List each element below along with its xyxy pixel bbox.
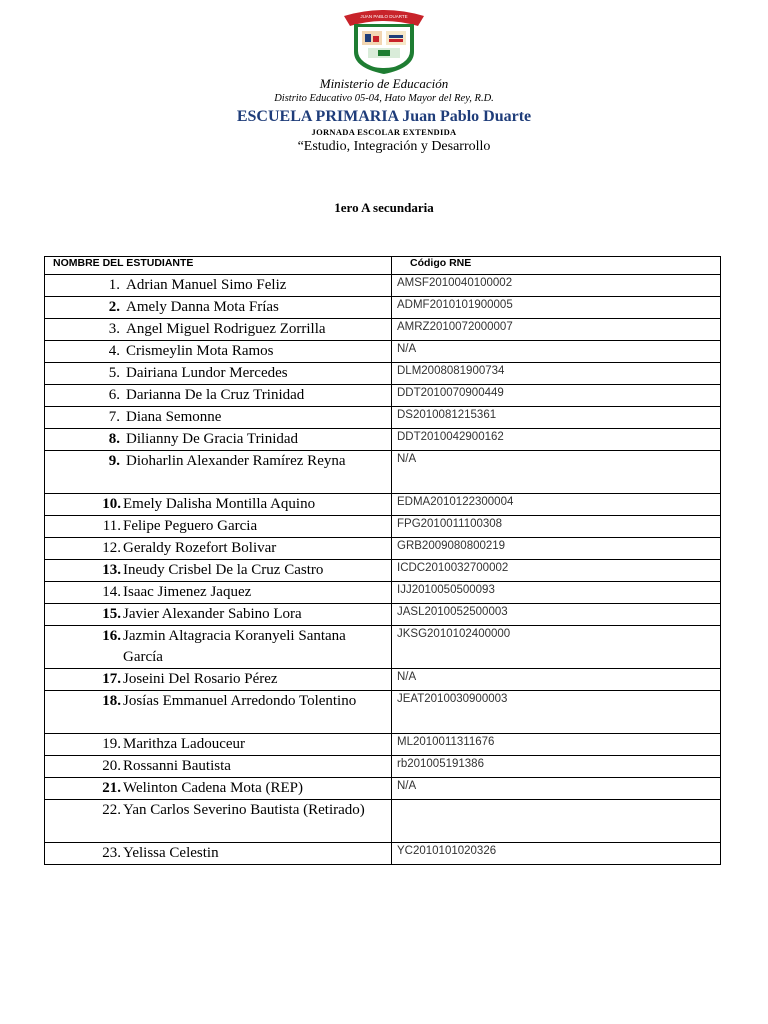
code-column-header: Código RNE <box>392 257 721 275</box>
name-column-header: NOMBRE DEL ESTUDIANTE <box>45 257 392 275</box>
student-name-cell <box>45 275 392 297</box>
section-title: 1ero A secundaria <box>334 200 434 215</box>
row-number: 2. <box>108 299 120 315</box>
row-number: 14. <box>102 584 121 600</box>
table-row <box>45 843 721 865</box>
rne-code: N/A <box>392 669 721 691</box>
row-number: 18. <box>102 693 121 709</box>
student-name: Ineudy Crisbel De la Cruz Castro <box>123 562 324 578</box>
row-number: 4. <box>108 343 120 359</box>
rne-code: AMSF2010040100002 <box>392 275 721 297</box>
table-row <box>45 604 721 626</box>
student-name-cell <box>45 407 392 429</box>
rne-code: DDT2010042900162 <box>392 429 721 451</box>
student-name: Javier Alexander Sabino Lora <box>123 606 302 622</box>
table-row <box>45 734 721 756</box>
student-name: Angel Miguel Rodriguez Zorrilla <box>126 321 326 337</box>
rne-code: JKSG2010102400000 <box>392 626 721 669</box>
student-name-cell <box>45 691 392 734</box>
emblem-figure <box>365 34 371 42</box>
student-name: Yan Carlos Severino Bautista (Retirado) <box>123 802 365 818</box>
row-number: 10. <box>102 496 121 512</box>
rne-code: EDMA2010122300004 <box>392 494 721 516</box>
row-number: 7. <box>108 409 120 425</box>
rne-code: JEAT2010030900003 <box>392 691 721 734</box>
student-name: Darianna De la Cruz Trinidad <box>126 387 305 403</box>
table-row <box>45 429 721 451</box>
row-number: 21. <box>102 780 121 796</box>
row-number: 11. <box>102 518 121 534</box>
rne-code: DDT2010070900449 <box>392 385 721 407</box>
rne-code: AMRZ2010072000007 <box>392 319 721 341</box>
rne-code: rb201005191386 <box>392 756 721 778</box>
student-name: Diana Semonne <box>126 409 222 425</box>
row-number: 8. <box>108 431 120 447</box>
table-row <box>45 407 721 429</box>
row-number: 9. <box>108 453 120 469</box>
student-name: Josías Emmanuel Arredondo Tolentino <box>123 693 357 709</box>
district-line: Distrito Educativo 05-04, Hato Mayor del Rey, R.D. <box>274 93 494 104</box>
student-name: Joseini Del Rosario Pérez <box>123 671 278 687</box>
school-motto: “Estudio, Integración y Desarrollo <box>297 139 491 154</box>
rne-code: IJJ2010050500093 <box>392 582 721 604</box>
row-number: 19. <box>102 736 121 752</box>
rne-code: DLM2008081900734 <box>392 363 721 385</box>
rne-code: N/A <box>392 341 721 363</box>
row-number: 23. <box>102 845 121 861</box>
table-row <box>45 319 721 341</box>
row-number: 13. <box>102 562 121 578</box>
table-row <box>45 297 721 319</box>
student-name: Felipe Peguero Garcia <box>123 518 258 534</box>
school-emblem-logo <box>338 6 430 78</box>
table-row <box>45 494 721 516</box>
student-name: Emely Dalisha Montilla Aquino <box>123 496 316 512</box>
student-name: Jazmin Altagracia Koranyeli Santana García <box>123 628 346 665</box>
row-number: 5. <box>108 365 120 381</box>
program-name: JORNADA ESCOLAR EXTENDIDA <box>311 127 457 137</box>
student-name-cell <box>45 297 392 319</box>
student-name-cell <box>45 778 392 800</box>
student-name: Crismeylin Mota Ramos <box>126 343 274 359</box>
student-name-cell <box>45 319 392 341</box>
row-number: 1. <box>108 277 120 293</box>
rne-code: N/A <box>392 451 721 494</box>
ministry-name: Ministerio de Educación <box>319 76 449 91</box>
rne-code: ADMF2010101900005 <box>392 297 721 319</box>
table-row <box>45 626 721 669</box>
emblem-book <box>378 50 390 56</box>
student-name-cell <box>45 669 392 691</box>
table-row <box>45 341 721 363</box>
student-name-cell <box>45 538 392 560</box>
table-row <box>45 756 721 778</box>
student-name-cell <box>45 734 392 756</box>
student-name-cell <box>45 494 392 516</box>
row-number: 15. <box>102 606 121 622</box>
table-row <box>45 691 721 734</box>
emblem-banner-text: JUAN PABLO DUARTE <box>360 14 408 19</box>
row-number: 12. <box>102 540 121 556</box>
emblem-figure <box>373 36 379 42</box>
table-row <box>45 669 721 691</box>
table-header-row <box>45 257 721 275</box>
row-number: 17. <box>102 671 121 687</box>
row-number: 3. <box>108 321 120 337</box>
rne-code: ICDC2010032700002 <box>392 560 721 582</box>
emblem-figure <box>389 35 403 38</box>
student-name: Amely Danna Mota Frías <box>126 299 279 315</box>
student-name: Geraldy Rozefort Bolivar <box>123 540 277 556</box>
rne-code: JASL2010052500003 <box>392 604 721 626</box>
table-row <box>45 800 721 843</box>
rne-code: YC2010101020326 <box>392 843 721 865</box>
school-name: ESCUELA PRIMARIA Juan Pablo Duarte <box>236 108 532 125</box>
rne-code: DS2010081215361 <box>392 407 721 429</box>
rne-code: N/A <box>392 778 721 800</box>
student-name-cell <box>45 843 392 865</box>
student-name: Rossanni Bautista <box>123 758 231 774</box>
student-name: Welinton Cadena Mota (REP) <box>123 780 304 796</box>
student-name: Dairiana Lundor Mercedes <box>126 365 288 381</box>
student-name: Dioharlin Alexander Ramírez Reyna <box>126 453 346 469</box>
student-name-cell <box>45 756 392 778</box>
row-number: 22. <box>102 802 121 818</box>
student-roster-table <box>44 256 721 865</box>
table-row <box>45 363 721 385</box>
table-row <box>45 560 721 582</box>
row-number: 20. <box>102 758 121 774</box>
student-name-cell <box>45 626 392 669</box>
student-name-cell <box>45 363 392 385</box>
student-name: Marithza Ladouceur <box>123 736 246 752</box>
student-name-cell <box>45 341 392 363</box>
table-row <box>45 451 721 494</box>
student-name-cell <box>45 451 392 494</box>
student-name: Dilianny De Gracia Trinidad <box>126 431 299 447</box>
student-name: Isaac Jimenez Jaquez <box>123 584 252 600</box>
rne-code: GRB2009080800219 <box>392 538 721 560</box>
table-row <box>45 385 721 407</box>
table-row <box>45 538 721 560</box>
row-number: 6. <box>108 387 120 403</box>
student-name-cell <box>45 604 392 626</box>
student-name-cell <box>45 560 392 582</box>
student-name: Yelissa Celestin <box>123 845 219 861</box>
student-name-cell <box>45 429 392 451</box>
table-row <box>45 582 721 604</box>
student-name-cell <box>45 800 392 843</box>
table-row <box>45 516 721 538</box>
table-row <box>45 275 721 297</box>
row-number: 16. <box>102 628 121 644</box>
student-name-cell <box>45 582 392 604</box>
student-name-cell <box>45 516 392 538</box>
rne-code: FPG2010011100308 <box>392 516 721 538</box>
emblem-figure <box>389 39 403 42</box>
table-row <box>45 778 721 800</box>
student-name: Adrian Manuel Simo Feliz <box>126 277 287 293</box>
student-name-cell <box>45 385 392 407</box>
rne-code <box>392 800 721 843</box>
rne-code: ML2010011311676 <box>392 734 721 756</box>
